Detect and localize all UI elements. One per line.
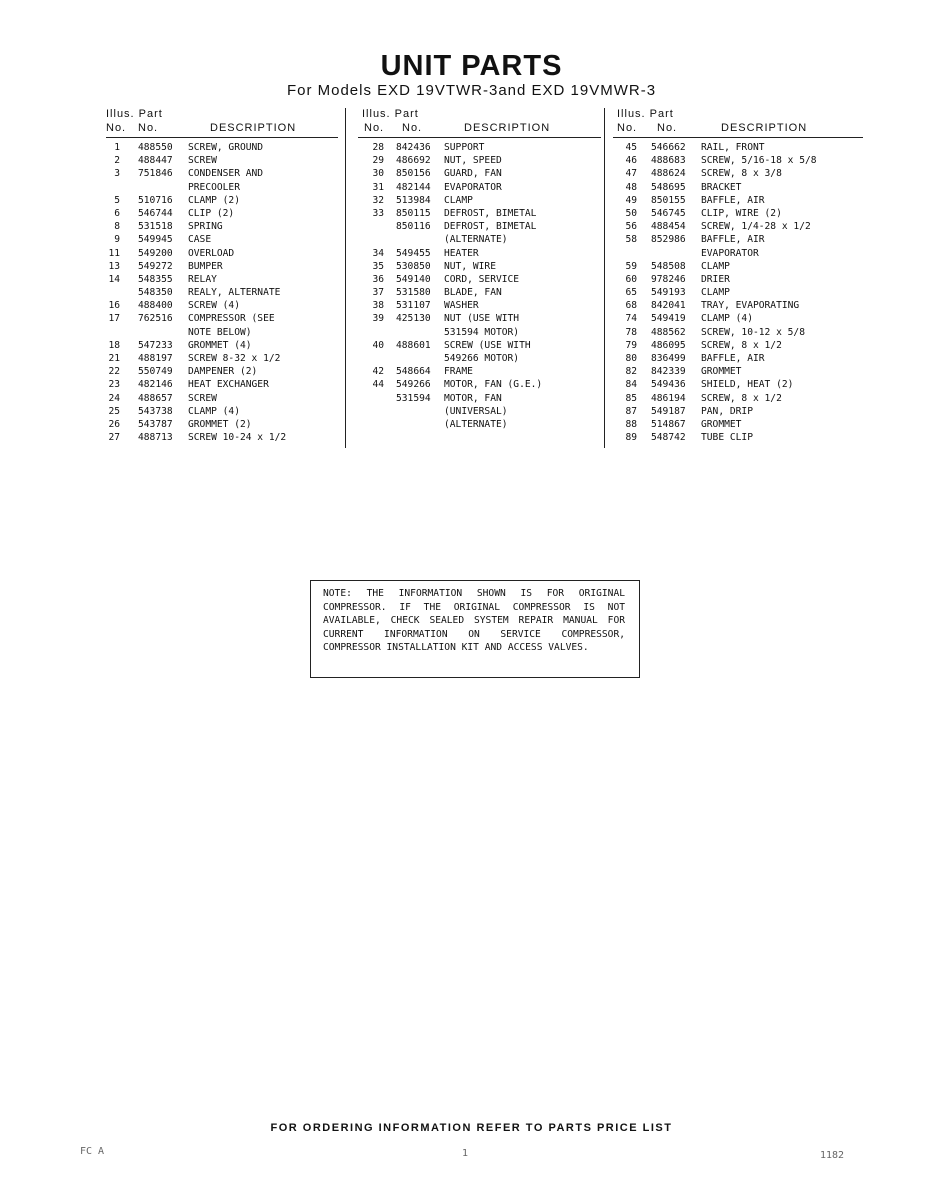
illus-number: 17 [108, 313, 120, 325]
parts-column-1 [106, 108, 338, 444]
illus-number: 33 [372, 207, 384, 219]
list-item [358, 339, 601, 352]
list-item [106, 273, 338, 286]
part-description: DRIER [701, 273, 730, 285]
part-number: 850156 [396, 168, 431, 180]
part-description: PRECOOLER [188, 181, 240, 193]
list-item [613, 431, 863, 444]
part-description: CORD, SERVICE [444, 273, 520, 285]
part-number: 548742 [651, 432, 686, 444]
part-description: SPRING [188, 221, 223, 233]
header-rule [358, 137, 601, 138]
list-item [106, 405, 338, 418]
header-illus-part: Illus. Part [617, 108, 674, 120]
list-item [613, 154, 863, 167]
part-number: 543787 [138, 418, 173, 430]
illus-number: 84 [625, 379, 637, 391]
part-description: CLAMP [701, 287, 730, 299]
list-item [358, 312, 601, 325]
part-number: 510716 [138, 194, 173, 206]
part-number: 488400 [138, 300, 173, 312]
illus-number: 78 [625, 326, 637, 338]
list-item [358, 392, 601, 405]
list-item [613, 352, 863, 365]
list-item [613, 141, 863, 154]
list-item [358, 141, 601, 154]
part-number: 546745 [651, 207, 686, 219]
part-number: 513984 [396, 194, 431, 206]
part-description: 531594 MOTOR) [444, 326, 520, 338]
list-item [613, 220, 863, 233]
illus-number: 3 [114, 168, 120, 180]
part-description: TRAY, EVAPORATING [701, 300, 800, 312]
part-description: CASE [188, 234, 212, 246]
part-description: WASHER [444, 300, 479, 312]
illus-number: 18 [108, 339, 120, 351]
list-item [613, 312, 863, 325]
part-number: 488454 [651, 221, 686, 233]
list-item [358, 365, 601, 378]
list-item [106, 392, 338, 405]
part-description: SCREW, 10-12 x 5/8 [701, 326, 805, 338]
part-number: 850115 [396, 207, 431, 219]
list-item [106, 194, 338, 207]
list-item [106, 378, 338, 391]
illus-number: 35 [372, 260, 384, 272]
illus-number: 39 [372, 313, 384, 325]
part-description: SHIELD, HEAT (2) [701, 379, 794, 391]
illus-number: 45 [625, 142, 637, 153]
part-description: SCREW [188, 392, 217, 404]
part-description: BAFFLE, AIR [701, 234, 765, 246]
list-item [613, 365, 863, 378]
list-item [613, 299, 863, 312]
list-item [358, 233, 601, 246]
list-item [358, 181, 601, 194]
part-description: (UNIVERSAL) [444, 405, 508, 417]
header-rule [106, 137, 338, 138]
part-number: 549140 [396, 273, 431, 285]
part-number: 530850 [396, 260, 431, 272]
list-item [358, 247, 601, 260]
illus-number: 37 [372, 287, 384, 299]
part-description: DEFROST, BIMETAL [444, 207, 537, 219]
illus-number: 68 [625, 300, 637, 312]
parts-column-3 [613, 108, 863, 444]
illus-number: 38 [372, 300, 384, 312]
part-number: 488624 [651, 168, 686, 180]
part-description: SCREW (4) [188, 300, 240, 312]
parts-column-2 [358, 108, 601, 431]
header-row: No. No. DESCRIPTION [364, 122, 551, 134]
illus-number: 80 [625, 353, 637, 364]
list-item [106, 286, 338, 299]
list-item [358, 299, 601, 312]
list-item [613, 418, 863, 431]
illus-number: 42 [372, 366, 384, 378]
part-description: GROMMET [701, 418, 742, 430]
illus-number: 9 [114, 234, 120, 246]
illus-number: 24 [108, 392, 120, 404]
part-description: SCREW 8-32 x 1/2 [188, 353, 281, 364]
list-item [613, 207, 863, 220]
list-item [358, 167, 601, 180]
part-description: GROMMET (4) [188, 339, 252, 351]
list-item [613, 247, 863, 260]
illus-number: 23 [108, 379, 120, 391]
illus-number: 28 [372, 142, 384, 153]
part-number: 549193 [651, 287, 686, 299]
part-description: CONDENSER AND [188, 168, 264, 180]
list-item [106, 233, 338, 246]
part-description: OVERLOAD [188, 247, 235, 259]
part-description: HEAT EXCHANGER [188, 379, 269, 391]
illus-number: 1 [114, 142, 120, 153]
part-number: 486095 [651, 339, 686, 351]
part-description: BAFFLE, AIR [701, 194, 765, 206]
part-number: 486194 [651, 392, 686, 404]
corner-mark-left: FC A [80, 1146, 105, 1157]
part-description: SUPPORT [444, 142, 485, 153]
illus-number: 50 [625, 207, 637, 219]
part-description: SCREW, 1/4-28 x 1/2 [701, 221, 811, 233]
part-description: GROMMET (2) [188, 418, 252, 430]
illus-number: 48 [625, 181, 637, 193]
list-item [358, 207, 601, 220]
part-number: 514867 [651, 418, 686, 430]
part-description: NUT (USE WITH [444, 313, 520, 325]
part-description: BAFFLE, AIR [701, 353, 765, 364]
part-number: 549272 [138, 260, 173, 272]
part-description: NUT, SPEED [444, 155, 502, 167]
part-number: 549436 [651, 379, 686, 391]
list-item [106, 339, 338, 352]
list-item [358, 352, 601, 365]
part-description: RAIL, FRONT [701, 142, 765, 153]
part-number: 488601 [396, 339, 431, 351]
part-number: 549200 [138, 247, 173, 259]
part-number: 762516 [138, 313, 173, 325]
part-number: 488562 [651, 326, 686, 338]
part-description: DEFROST, BIMETAL [444, 221, 537, 233]
illus-number: 29 [372, 155, 384, 167]
list-item [358, 273, 601, 286]
illus-number: 58 [625, 234, 637, 246]
part-number: 550749 [138, 366, 173, 378]
part-description: SCREW, 8 x 1/2 [701, 392, 782, 404]
part-number: 548355 [138, 273, 173, 285]
part-description: SCREW (USE WITH [444, 339, 531, 351]
part-description: SCREW, 8 x 3/8 [701, 168, 782, 180]
illus-number: 60 [625, 273, 637, 285]
illus-number: 87 [625, 405, 637, 417]
illus-number: 36 [372, 273, 384, 285]
list-item [106, 431, 338, 444]
part-description: 549266 MOTOR) [444, 353, 520, 364]
part-description: CLAMP [444, 194, 473, 206]
illus-number: 2 [114, 155, 120, 167]
part-description: DAMPENER (2) [188, 366, 258, 378]
part-number: 531594 [396, 392, 431, 404]
part-description: CLAMP (4) [188, 405, 240, 417]
ordering-footer: FOR ORDERING INFORMATION REFER TO PARTS PRICE LIST [270, 1122, 673, 1134]
list-item [358, 286, 601, 299]
part-number: 549455 [396, 247, 431, 259]
part-description: COMPRESSOR (SEE [188, 313, 275, 325]
part-description: (ALTERNATE) [444, 234, 508, 246]
header-row: No. No. DESCRIPTION [106, 122, 297, 134]
list-item [358, 326, 601, 339]
list-item [106, 312, 338, 325]
illus-number: 5 [114, 194, 120, 206]
part-number: 548350 [138, 287, 173, 299]
part-number: 488197 [138, 353, 173, 364]
list-item [613, 233, 863, 246]
illus-number: 65 [625, 287, 637, 299]
part-description: TUBE CLIP [701, 432, 753, 444]
list-item [358, 418, 601, 431]
illus-number: 13 [108, 260, 120, 272]
illus-number: 59 [625, 260, 637, 272]
list-item [106, 418, 338, 431]
part-number: 546662 [651, 142, 686, 153]
parts-list [358, 141, 601, 431]
list-item [613, 167, 863, 180]
parts-list [613, 141, 863, 444]
list-item [106, 207, 338, 220]
list-item [106, 352, 338, 365]
list-item [613, 392, 863, 405]
list-item [106, 167, 338, 180]
part-number: 978246 [651, 273, 686, 285]
illus-number: 56 [625, 221, 637, 233]
list-item [106, 154, 338, 167]
part-description: GUARD, FAN [444, 168, 502, 180]
part-number: 488550 [138, 142, 173, 153]
part-number: 531580 [396, 287, 431, 299]
list-item [613, 260, 863, 273]
models-subtitle: For Models EXD 19VTWR-3and EXD 19VMWR-3 [286, 82, 657, 99]
part-description: HEATER [444, 247, 479, 259]
part-number: 842436 [396, 142, 431, 153]
part-description: RELAY [188, 273, 217, 285]
header-illus-part: Illus. Part [362, 108, 419, 120]
page-title: UNIT PARTS [380, 50, 563, 82]
illus-number: 85 [625, 392, 637, 404]
part-number: 751846 [138, 168, 173, 180]
part-number: 548664 [396, 366, 431, 378]
part-description: SCREW [188, 155, 217, 167]
illus-number: 16 [108, 300, 120, 312]
part-number: 425130 [396, 313, 431, 325]
illus-number: 44 [372, 379, 384, 391]
illus-number: 82 [625, 366, 637, 378]
illus-number: 8 [114, 221, 120, 233]
list-item [358, 405, 601, 418]
part-description: SCREW, 8 x 1/2 [701, 339, 782, 351]
part-number: 531518 [138, 221, 173, 233]
illus-number: 47 [625, 168, 637, 180]
part-number: 488447 [138, 155, 173, 167]
header-rule [613, 137, 863, 138]
part-description: EVAPORATOR [444, 181, 502, 193]
part-number: 549187 [651, 405, 686, 417]
part-description: (ALTERNATE) [444, 418, 508, 430]
list-item [106, 326, 338, 339]
part-description: EVAPORATOR [701, 247, 759, 259]
part-description: CLAMP [701, 260, 730, 272]
illus-number: 46 [625, 155, 637, 167]
list-item [613, 326, 863, 339]
part-description: BLADE, FAN [444, 287, 502, 299]
part-description: MOTOR, FAN [444, 392, 502, 404]
illus-number: 79 [625, 339, 637, 351]
list-item [106, 299, 338, 312]
list-item [613, 339, 863, 352]
illus-number: 32 [372, 194, 384, 206]
illus-number: 25 [108, 405, 120, 417]
part-number: 531107 [396, 300, 431, 312]
list-item [106, 181, 338, 194]
part-number: 548508 [651, 260, 686, 272]
page-number: 1 [462, 1148, 469, 1159]
list-item [358, 220, 601, 233]
part-description: CLIP (2) [188, 207, 235, 219]
part-number: 547233 [138, 339, 173, 351]
part-description: CLAMP (4) [701, 313, 753, 325]
part-description: SCREW, 5/16-18 x 5/8 [701, 155, 817, 167]
list-item [106, 247, 338, 260]
list-item [613, 378, 863, 391]
part-number: 486692 [396, 155, 431, 167]
part-number: 549419 [651, 313, 686, 325]
part-number: 549266 [396, 379, 431, 391]
part-number: 488657 [138, 392, 173, 404]
part-description: SCREW 10-24 x 1/2 [188, 432, 287, 444]
illus-number: 14 [108, 273, 120, 285]
illus-number: 40 [372, 339, 384, 351]
illus-number: 89 [625, 432, 637, 444]
part-description: SCREW, GROUND [188, 142, 264, 153]
column-divider [345, 108, 346, 448]
illus-number: 26 [108, 418, 120, 430]
illus-number: 22 [108, 366, 120, 378]
part-number: 546744 [138, 207, 173, 219]
illus-number: 30 [372, 168, 384, 180]
illus-number: 74 [625, 313, 637, 325]
list-item [613, 181, 863, 194]
illus-number: 34 [372, 247, 384, 259]
corner-mark-right: 1182 [820, 1150, 845, 1161]
part-number: 482144 [396, 181, 431, 193]
part-description: REALY, ALTERNATE [188, 287, 281, 299]
header-row: No. No. DESCRIPTION [617, 122, 808, 134]
part-description: BRACKET [701, 181, 742, 193]
part-description: GROMMET [701, 366, 742, 378]
part-number: 850116 [396, 221, 431, 233]
part-number: 543738 [138, 405, 173, 417]
illus-number: 31 [372, 181, 384, 193]
parts-list [106, 141, 338, 444]
part-description: FRAME [444, 366, 473, 378]
list-item [358, 154, 601, 167]
part-description: CLAMP (2) [188, 194, 240, 206]
list-item [106, 365, 338, 378]
list-item [358, 194, 601, 207]
part-number: 488713 [138, 432, 173, 444]
illus-number: 6 [114, 207, 120, 219]
list-item [613, 286, 863, 299]
list-item [613, 273, 863, 286]
list-item [358, 260, 601, 273]
part-number: 852986 [651, 234, 686, 246]
header-illus-part: Illus. Part [106, 108, 163, 120]
part-number: 842339 [651, 366, 686, 378]
illus-number: 11 [108, 247, 120, 259]
part-number: 850155 [651, 194, 686, 206]
column-divider [604, 108, 605, 448]
part-description: CLIP, WIRE (2) [701, 207, 782, 219]
illus-number: 21 [108, 353, 120, 364]
list-item [613, 194, 863, 207]
part-description: NOTE BELOW) [188, 326, 252, 338]
part-description: NUT, WIRE [444, 260, 496, 272]
part-number: 482146 [138, 379, 173, 391]
part-number: 842041 [651, 300, 686, 312]
part-number: 549945 [138, 234, 173, 246]
list-item [106, 260, 338, 273]
compressor-note-box [310, 580, 640, 678]
part-description: MOTOR, FAN (G.E.) [444, 379, 543, 391]
illus-number: 88 [625, 418, 637, 430]
part-number: 548695 [651, 181, 686, 193]
list-item [106, 141, 338, 154]
compressor-note-text: NOTE: THE INFORMATION SHOWN IS FOR ORIGINAL COMPRESSOR. IF THE ORIGINAL COMPRESSOR IS NOT AVAILABLE, CHECK SEALED SYSTEM REPAIR MANUAL FOR CURRENT INFORMATION ON SERVICE COMPRESSOR, COMPRESSOR INSTALLATION KIT AND ACCESS VALVES. [323, 588, 625, 654]
part-number: 836499 [651, 353, 686, 364]
illus-number: 49 [625, 194, 637, 206]
illus-number: 27 [108, 432, 120, 444]
list-item [358, 378, 601, 391]
part-description: PAN, DRIP [701, 405, 753, 417]
list-item [613, 405, 863, 418]
part-description: BUMPER [188, 260, 223, 272]
list-item [106, 220, 338, 233]
part-number: 488683 [651, 155, 686, 167]
